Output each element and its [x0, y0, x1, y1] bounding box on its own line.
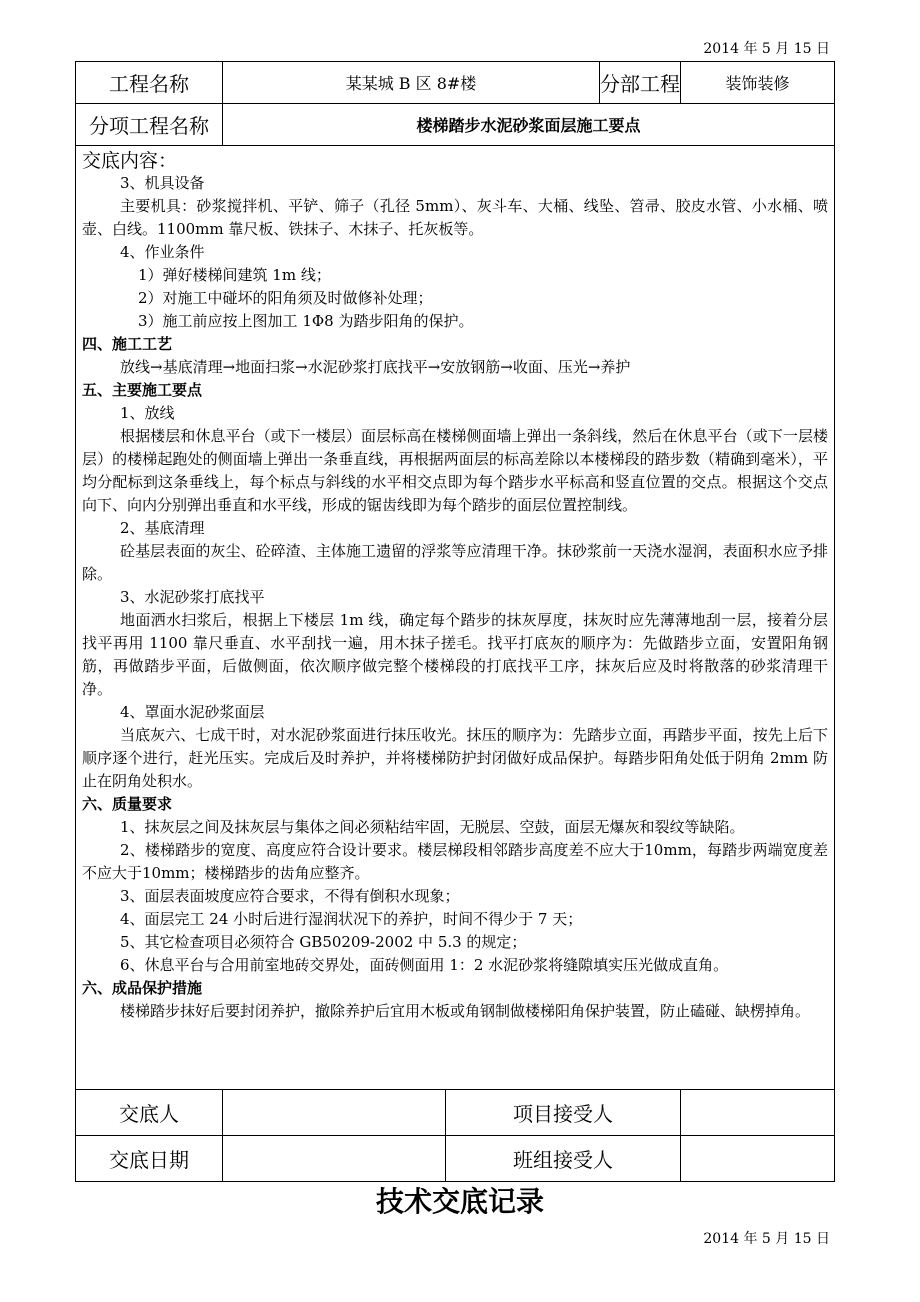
section-heading: 五、主要施工要点	[82, 381, 203, 399]
content-line: 6、休息平台与合用前室地砖交界处，面砖侧面用 1：2 水泥砂浆将缝隙填实压光做成直角。	[120, 956, 729, 974]
subitem-label: 分项工程名称	[76, 104, 223, 146]
content-lines	[82, 172, 828, 1023]
content-line: 4、罩面水泥砂浆面层	[120, 703, 265, 721]
project-receiver-value[interactable]	[681, 1090, 835, 1136]
project-name-value: 某某城 B 区 8#楼	[223, 62, 600, 104]
project-receiver-label: 项目接受人	[446, 1090, 681, 1136]
disclose-date-label: 交底日期	[76, 1136, 223, 1182]
content-line: 当底灰六、七成干时，对水泥砂浆面进行抹压收光。抹压的顺序为：先踏步立面，再踏步平面，按先上后下顺序逐个进行，赶光压实。完成后及时养护，并将楼梯防护封闭做好成品保护。每踏步阳角处低于阴角 2mm 防止在阴角处积水。	[82, 726, 829, 790]
content-line: 地面洒水扫浆后，根据上下楼层 1m 线，确定每个踏步的抹灰厚度，抹灰时应先薄薄地刮一层，接着分层找平再用 1100 靠尺垂直、水平刮找一遍，用木抹子搓毛。找平打底灰的顺序为：先做踏步立面，安置阳角钢筋，再做踏步平面，后做侧面，依次顺序做完整个楼梯段的打底找平工序，抹灰后应及时将散落的砂浆清理干净。	[82, 611, 829, 698]
team-receiver-label: 班组接受人	[446, 1136, 681, 1182]
content-line: 楼梯踏步抹好后要封闭养护，撤除养护后宜用木板或角钢制做楼梯阳角保护装置，防止磕碰、缺楞掉角。	[120, 1002, 811, 1020]
division-label: 分部工程	[600, 62, 681, 104]
disclosure-content	[76, 146, 835, 1090]
content-line: 4、面层完工 24 小时后进行湿润状况下的养护，时间不得少于 7 天；	[120, 910, 583, 928]
section-heading: 四、施工工艺	[82, 335, 173, 353]
content-line: 2）对施工中碰坏的阳角须及时做修补处理；	[138, 289, 433, 307]
content-line: 2、楼梯踏步的宽度、高度应符合设计要求。楼层梯段相邻踏步高度差不应大于10mm，每踏步两端宽度差不应大于10mm；楼梯踏步的齿角应整齐。	[82, 841, 829, 882]
content-line: 5、其它检查项目必须符合 GB50209-2002 中 5.3 的规定；	[120, 933, 527, 951]
discloser-value[interactable]	[223, 1090, 446, 1136]
disclosure-table	[75, 61, 835, 1182]
project-name-label: 工程名称	[76, 62, 223, 104]
record-date: 2014 年 5 月 15 日	[703, 41, 830, 57]
section-heading: 六、成品保护措施	[82, 979, 203, 997]
content-line: 1）弹好楼梯间建筑 1m 线；	[138, 266, 331, 284]
section-heading: 六、质量要求	[82, 795, 173, 813]
content-line: 1、放线	[120, 404, 175, 422]
record-date-bottom: 2014 年 5 月 15 日	[703, 1231, 830, 1247]
content-line: 3、水泥砂浆打底找平	[120, 588, 265, 606]
discloser-label: 交底人	[76, 1090, 223, 1136]
content-line: 3、机具设备	[120, 174, 205, 192]
subitem-value: 楼梯踏步水泥砂浆面层施工要点	[223, 104, 835, 146]
team-receiver-value[interactable]	[681, 1136, 835, 1182]
disclose-date-value[interactable]	[223, 1136, 446, 1182]
content-line: 主要机具：砂浆搅拌机、平铲、筛子（孔径 5mm）、灰斗车、大桶、线坠、笤帚、胶皮水管、小水桶、喷壶、白线。1100mm 靠尺板、铁抹子、木抹子、托灰板等。	[82, 197, 829, 238]
content-line: 1、抹灰层之间及抹灰层与集体之间必须粘结牢固，无脱层、空鼓，面层无爆灰和裂纹等缺陷。	[120, 818, 745, 836]
division-value: 装饰装修	[681, 62, 835, 104]
content-line: 3）施工前应按上图加工 1Φ8 为踏步阳角的保护。	[138, 312, 474, 330]
content-line: 2、基底清理	[120, 519, 205, 537]
document-title: 技术交底记录	[375, 1185, 544, 1218]
content-line: 3、面层表面坡度应符合要求，不得有倒积水现象；	[120, 887, 460, 905]
content-line: 放线→基底清理→地面扫浆→水泥砂浆打底找平→安放钢筋→收面、压光→养护	[120, 358, 631, 376]
content-line: 砼基层表面的灰尘、砼碎渣、主体施工遗留的浮浆等应清理干净。抹砂浆前一天浇水湿润，表面积水应予排除。	[82, 542, 829, 583]
content-heading: 交底内容：	[82, 150, 178, 172]
content-line: 4、作业条件	[120, 243, 205, 261]
content-line: 根据楼层和休息平台（或下一楼层）面层标高在楼梯侧面墙上弹出一条斜线，然后在休息平台（或下一层楼层）的楼梯起跑处的侧面墙上弹出一条垂直线，再根据两面层的标高差除以本楼梯段的踏步数（精确到毫米），平均分配标到这条垂线上，每个标点与斜线的水平相交点即为每个踏步水平标高和竖直位置的交点。根据这个交点向下、向内分别弹出垂直和水平线，形成的锯齿线即为每个踏步的面层位置控制线。	[82, 427, 829, 514]
